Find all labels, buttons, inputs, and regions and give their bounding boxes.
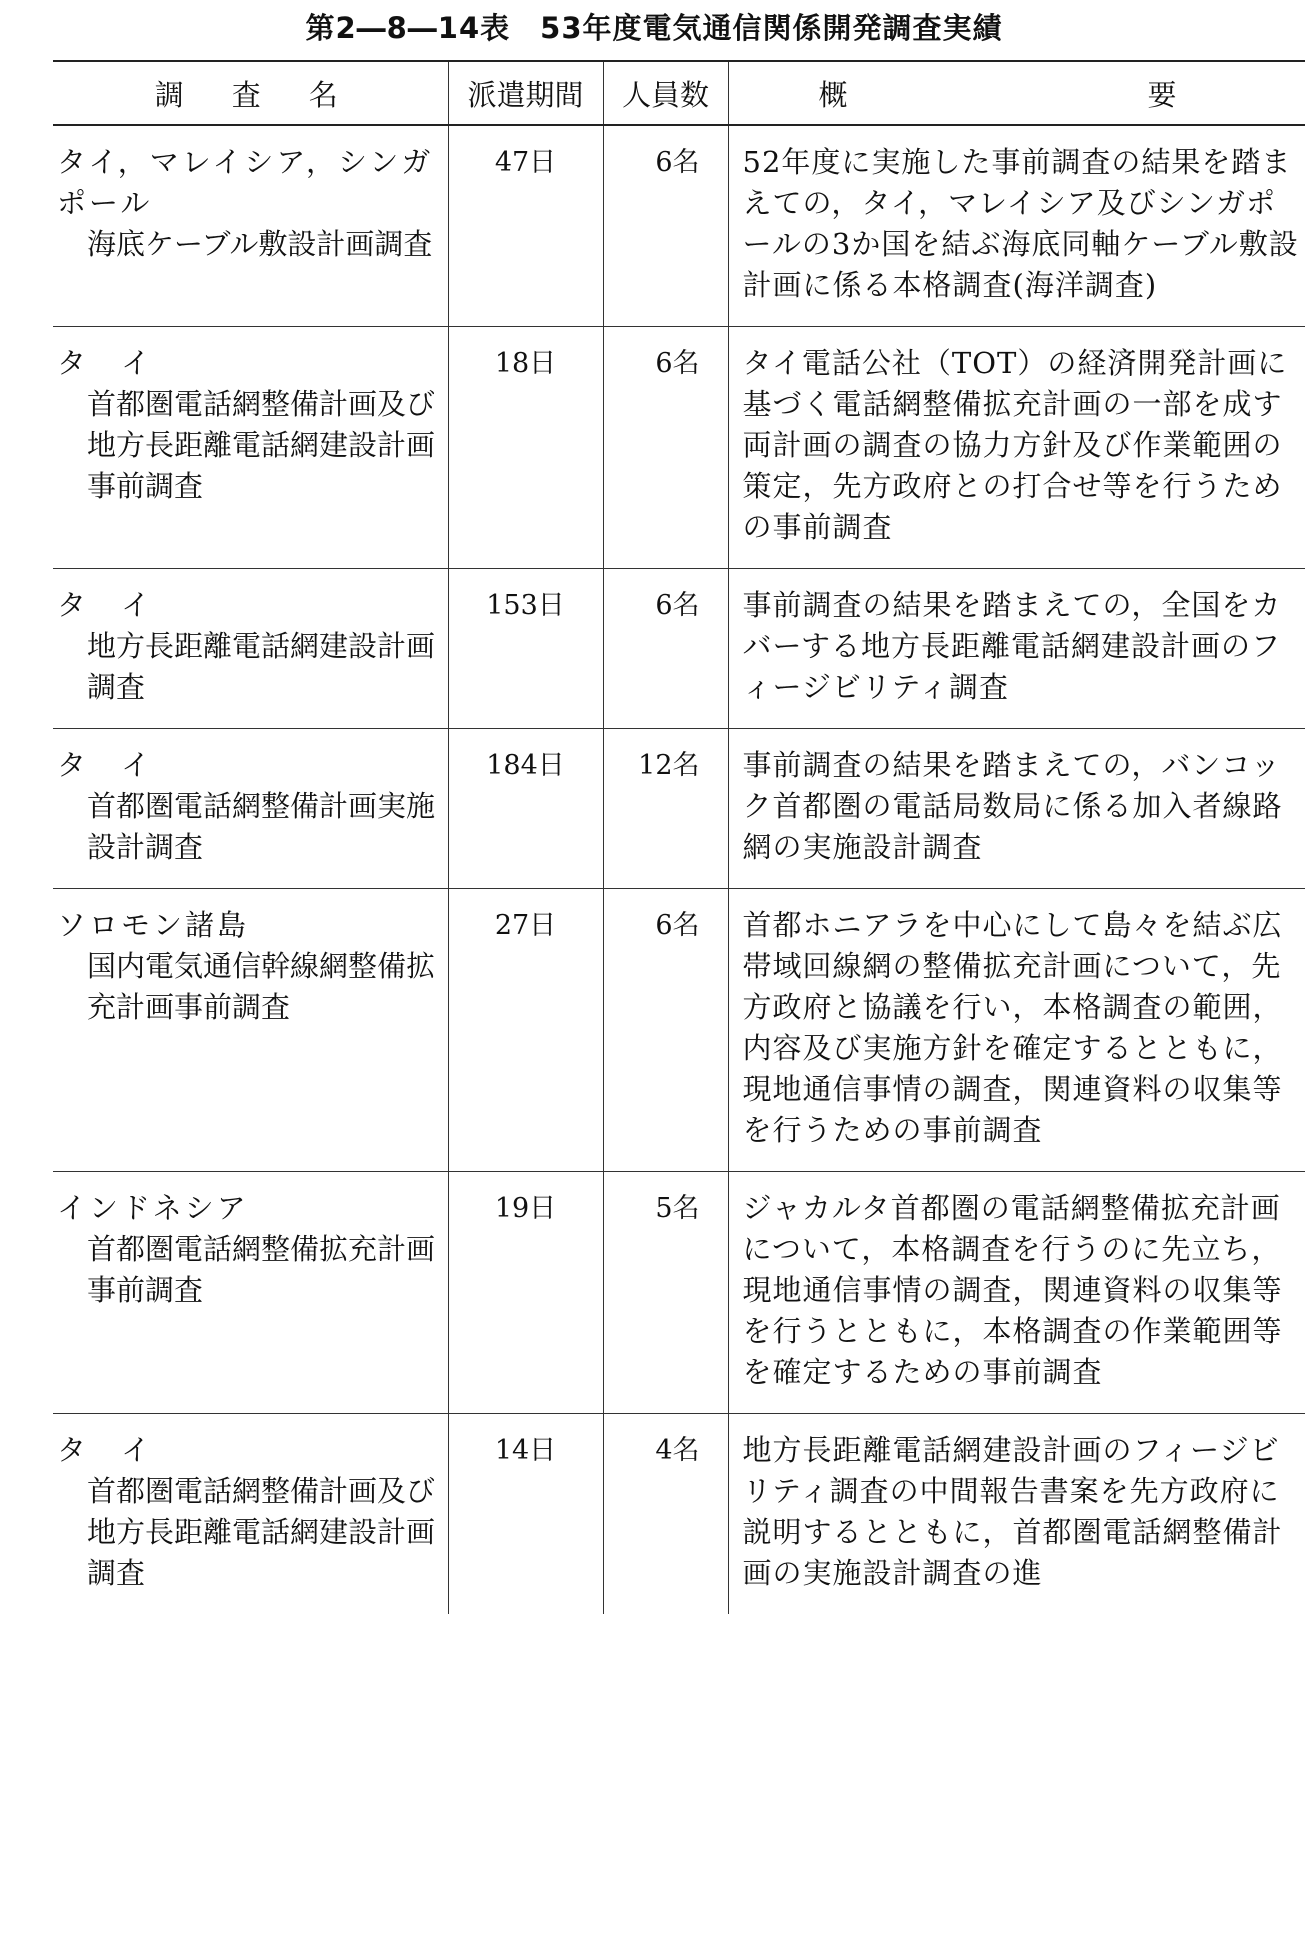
header-summary-part-2: 要 (1147, 77, 1177, 112)
summary-cell: 事前調査の結果を踏まえての，全国をカバーする地方長距離電話網建設計画のフィージビリティ調査 (728, 569, 1305, 729)
table-title: 第2―8―14表 53年度電気通信関係開発調査実績 (305, 11, 1003, 45)
header-summary (728, 61, 1305, 125)
country-label: タイ，マレイシア，シンガポール (57, 145, 434, 220)
country-label: タ イ (57, 588, 154, 622)
survey-name-cell (53, 569, 448, 729)
dispatch-period-cell: 153日 (448, 569, 603, 729)
table-row (53, 729, 1305, 889)
table-row (53, 1414, 1305, 1615)
summary-cell: 首都ホニアラを中心にして島々を結ぶ広帯域回線網の整備拡充計画について，先方政府と協議を行い，本格調査の範囲，内容及び実施方針を確定するとともに，現地通信事情の調査，関連資料の収集等を行うための事前調査 (728, 889, 1305, 1172)
table-row (53, 1172, 1305, 1414)
summary-cell: ジャカルタ首都圏の電話網整備拡充計画について，本格調査を行うのに先立ち，現地通信事情の調査，関連資料の収集等を行うとともに，本格調査の作業範囲等を確定するための事前調査 (728, 1172, 1305, 1414)
survey-title: 地方長距離電話網建設計画調査 (87, 629, 436, 704)
survey-name-cell (53, 1414, 448, 1615)
summary-cell: タイ電話公社（TOT）の経済開発計画に基づく電話網整備拡充計画の一部を成す両計画の調査の協力方針及び作業範囲の策定，先方政府との打合せ等を行うための事前調査 (728, 327, 1305, 569)
table-row (53, 569, 1305, 729)
header-row (53, 61, 1305, 125)
staff-count-cell: 12名 (603, 729, 728, 889)
survey-title: 首都圏電話網整備計画及び地方長距離電話網建設計画調査 (87, 1474, 436, 1590)
survey-title: 海底ケーブル敷設計画調査 (87, 227, 433, 261)
survey-title: 首都圏電話網整備計画及び地方長距離電話網建設計画事前調査 (87, 387, 436, 503)
table-row (53, 125, 1305, 327)
staff-count-cell: 5名 (603, 1172, 728, 1414)
survey-name-cell (53, 729, 448, 889)
country-label: ソロモン諸島 (57, 908, 250, 942)
dispatch-period-cell: 47日 (448, 125, 603, 327)
header-survey-name: 調査名 (53, 61, 448, 125)
summary-cell: 地方長距離電話網建設計画のフィージビリティ調査の中間報告書案を先方政府に説明するとともに，首都圏電話網整備計画の実施設計調査の進 (728, 1414, 1305, 1615)
country-label: インドネシア (57, 1191, 249, 1225)
table-row (53, 889, 1305, 1172)
survey-title: 首都圏電話網整備計画実施設計調査 (87, 789, 436, 864)
staff-count-cell: 6名 (603, 125, 728, 327)
country-label: タ イ (57, 346, 154, 380)
dispatch-period-cell: 184日 (448, 729, 603, 889)
staff-count-cell: 6名 (603, 569, 728, 729)
staff-count-cell: 6名 (603, 889, 728, 1172)
dispatch-period-cell: 14日 (448, 1414, 603, 1615)
staff-count-cell: 6名 (603, 327, 728, 569)
summary-cell: 52年度に実施した事前調査の結果を踏まえての，タイ，マレイシア及びシンガポールの3か国を結ぶ海底同軸ケーブル敷設計画に係る本格調査(海洋調査) (728, 125, 1305, 327)
staff-count-cell: 4名 (603, 1414, 728, 1615)
survey-name-cell (53, 1172, 448, 1414)
dispatch-period-cell: 18日 (448, 327, 603, 569)
summary-cell: 事前調査の結果を踏まえての，バンコック首都圏の電話局数局に係る加入者線路網の実施設計調査 (728, 729, 1305, 889)
country-label: タ イ (57, 1433, 154, 1467)
table-row (53, 327, 1305, 569)
country-label: タ イ (57, 748, 154, 782)
header-staff-count: 人員数 (603, 61, 728, 125)
survey-title: 国内電気通信幹線網整備拡充計画事前調査 (87, 949, 436, 1024)
dispatch-period-cell: 19日 (448, 1172, 603, 1414)
survey-table-container (53, 60, 1305, 1614)
survey-name-cell (53, 889, 448, 1172)
header-summary-part-1: 概 (818, 77, 848, 112)
dispatch-period-cell: 27日 (448, 889, 603, 1172)
survey-title: 首都圏電話網整備拡充計画事前調査 (87, 1232, 436, 1307)
survey-name-cell (53, 327, 448, 569)
header-dispatch-period: 派遣期間 (448, 61, 603, 125)
survey-table (53, 60, 1305, 1614)
survey-name-cell (53, 125, 448, 327)
